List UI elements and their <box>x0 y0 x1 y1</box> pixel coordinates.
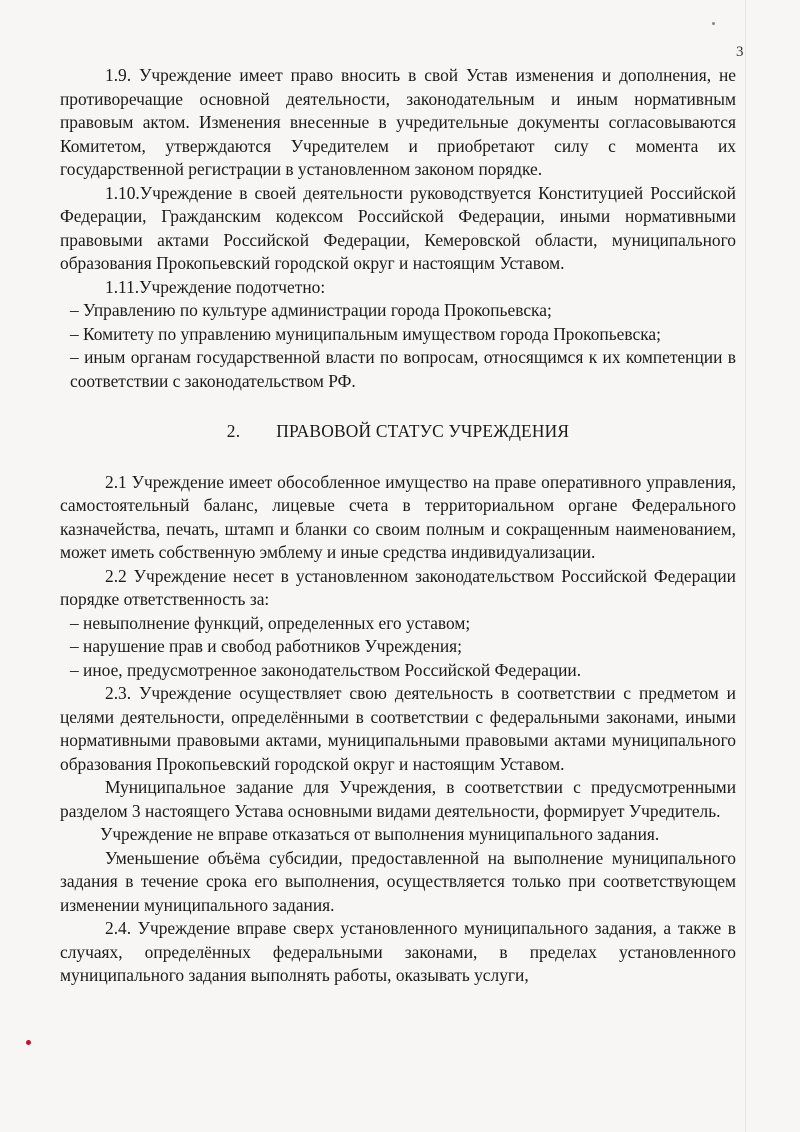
red-dot-mark <box>26 1040 31 1045</box>
section-number: 2. <box>226 421 241 441</box>
paragraph-2-3: 2.3. Учреждение осуществляет свою деятельность в соответствии с предметом и целями деятельности, определёнными в соответствии с федеральными законами, иными нормативными правовыми актами, муниципальными правовыми актами муниципального образования Прокопьевский городской округ и настоящим Уставом. <box>60 683 736 774</box>
list-item: – иным органам государственной власти по вопросам, относящимся к их компетенции в соответствии с законодательством РФ. <box>70 347 736 391</box>
paragraph-1-10: 1.10.Учреждение в своей деятельности руководствуется Конституцией Российской Федерации, Гражданским кодексом Российской Федерации, иными нормативными правовыми актами Российской Федерации, Кемеровской области, муниципального образования Прокопьевский городской округ и настоящим Уставом. <box>60 182 736 273</box>
list-item: – иное, предусмотренное законодательством Российской Федерации. <box>70 659 582 680</box>
section-heading <box>60 420 736 444</box>
scan-edge-line <box>745 0 746 1132</box>
list-item: – нарушение прав и свобод работников Учреждения; <box>70 636 462 656</box>
paragraph-2-3-refusal: Учреждение не вправе отказаться от выполнения муниципального задания. <box>100 824 660 844</box>
document-body <box>60 64 736 988</box>
section-title: ПРАВОВОЙ СТАТУС УЧРЕЖДЕНИЯ <box>276 421 570 441</box>
paragraph-2-4: 2.4. Учреждение вправе сверх установленного муниципального задания, а также в случаях, определённых федеральными законами, в пределах установленного муниципального задания выполнять работы, оказывать услуги, <box>60 918 736 985</box>
paragraph-2-1: 2.1 Учреждение имеет обособленное имущество на праве оперативного управления, самостоятельный баланс, лицевые счета в территориальном органе Федерального казначейства, печать, штамп и бланки со своим полным и сокращенным наименованием, может иметь собственную эмблему и иные средства индивидуализации. <box>60 471 736 562</box>
list-item: – Управлению по культуре администрации города Прокопьевска; <box>70 300 552 320</box>
list-item: – невыполнение функций, определенных его уставом; <box>70 612 471 633</box>
paragraph-2-2: 2.2 Учреждение несет в установленном законодательством Российской Федерации порядке ответственность за: <box>60 565 736 609</box>
list-item: – Комитету по управлению муниципальным имуществом города Прокопьевска; <box>70 323 661 344</box>
paragraph-1-9: 1.9. Учреждение имеет право вносить в свой Устав изменения и дополнения, не противоречащие основной деятельности, законодательным и иным нормативным правовым актом. Изменения внесенные в учредительные документы согласовываются Комитетом, утверждаются Учредителем и приобретают силу с момента их государственной регистрации в установленном законом порядке. <box>60 65 736 179</box>
scan-speck <box>712 22 715 25</box>
page-number: 3 <box>736 44 744 60</box>
paragraph-2-3-subsidy: Уменьшение объёма субсидии, предоставленной на выполнение муниципального задания в течение срока его выполнения, осуществляется только при соответствующем изменении муниципального задания. <box>60 847 736 915</box>
paragraph-1-11: 1.11.Учреждение подотчетно: <box>105 276 326 297</box>
paragraph-2-3-task: Муниципальное задание для Учреждения, в соответствии с предусмотренными разделом 3 настоящего Устава основными видами деятельности, формирует Учредитель. <box>60 777 736 821</box>
